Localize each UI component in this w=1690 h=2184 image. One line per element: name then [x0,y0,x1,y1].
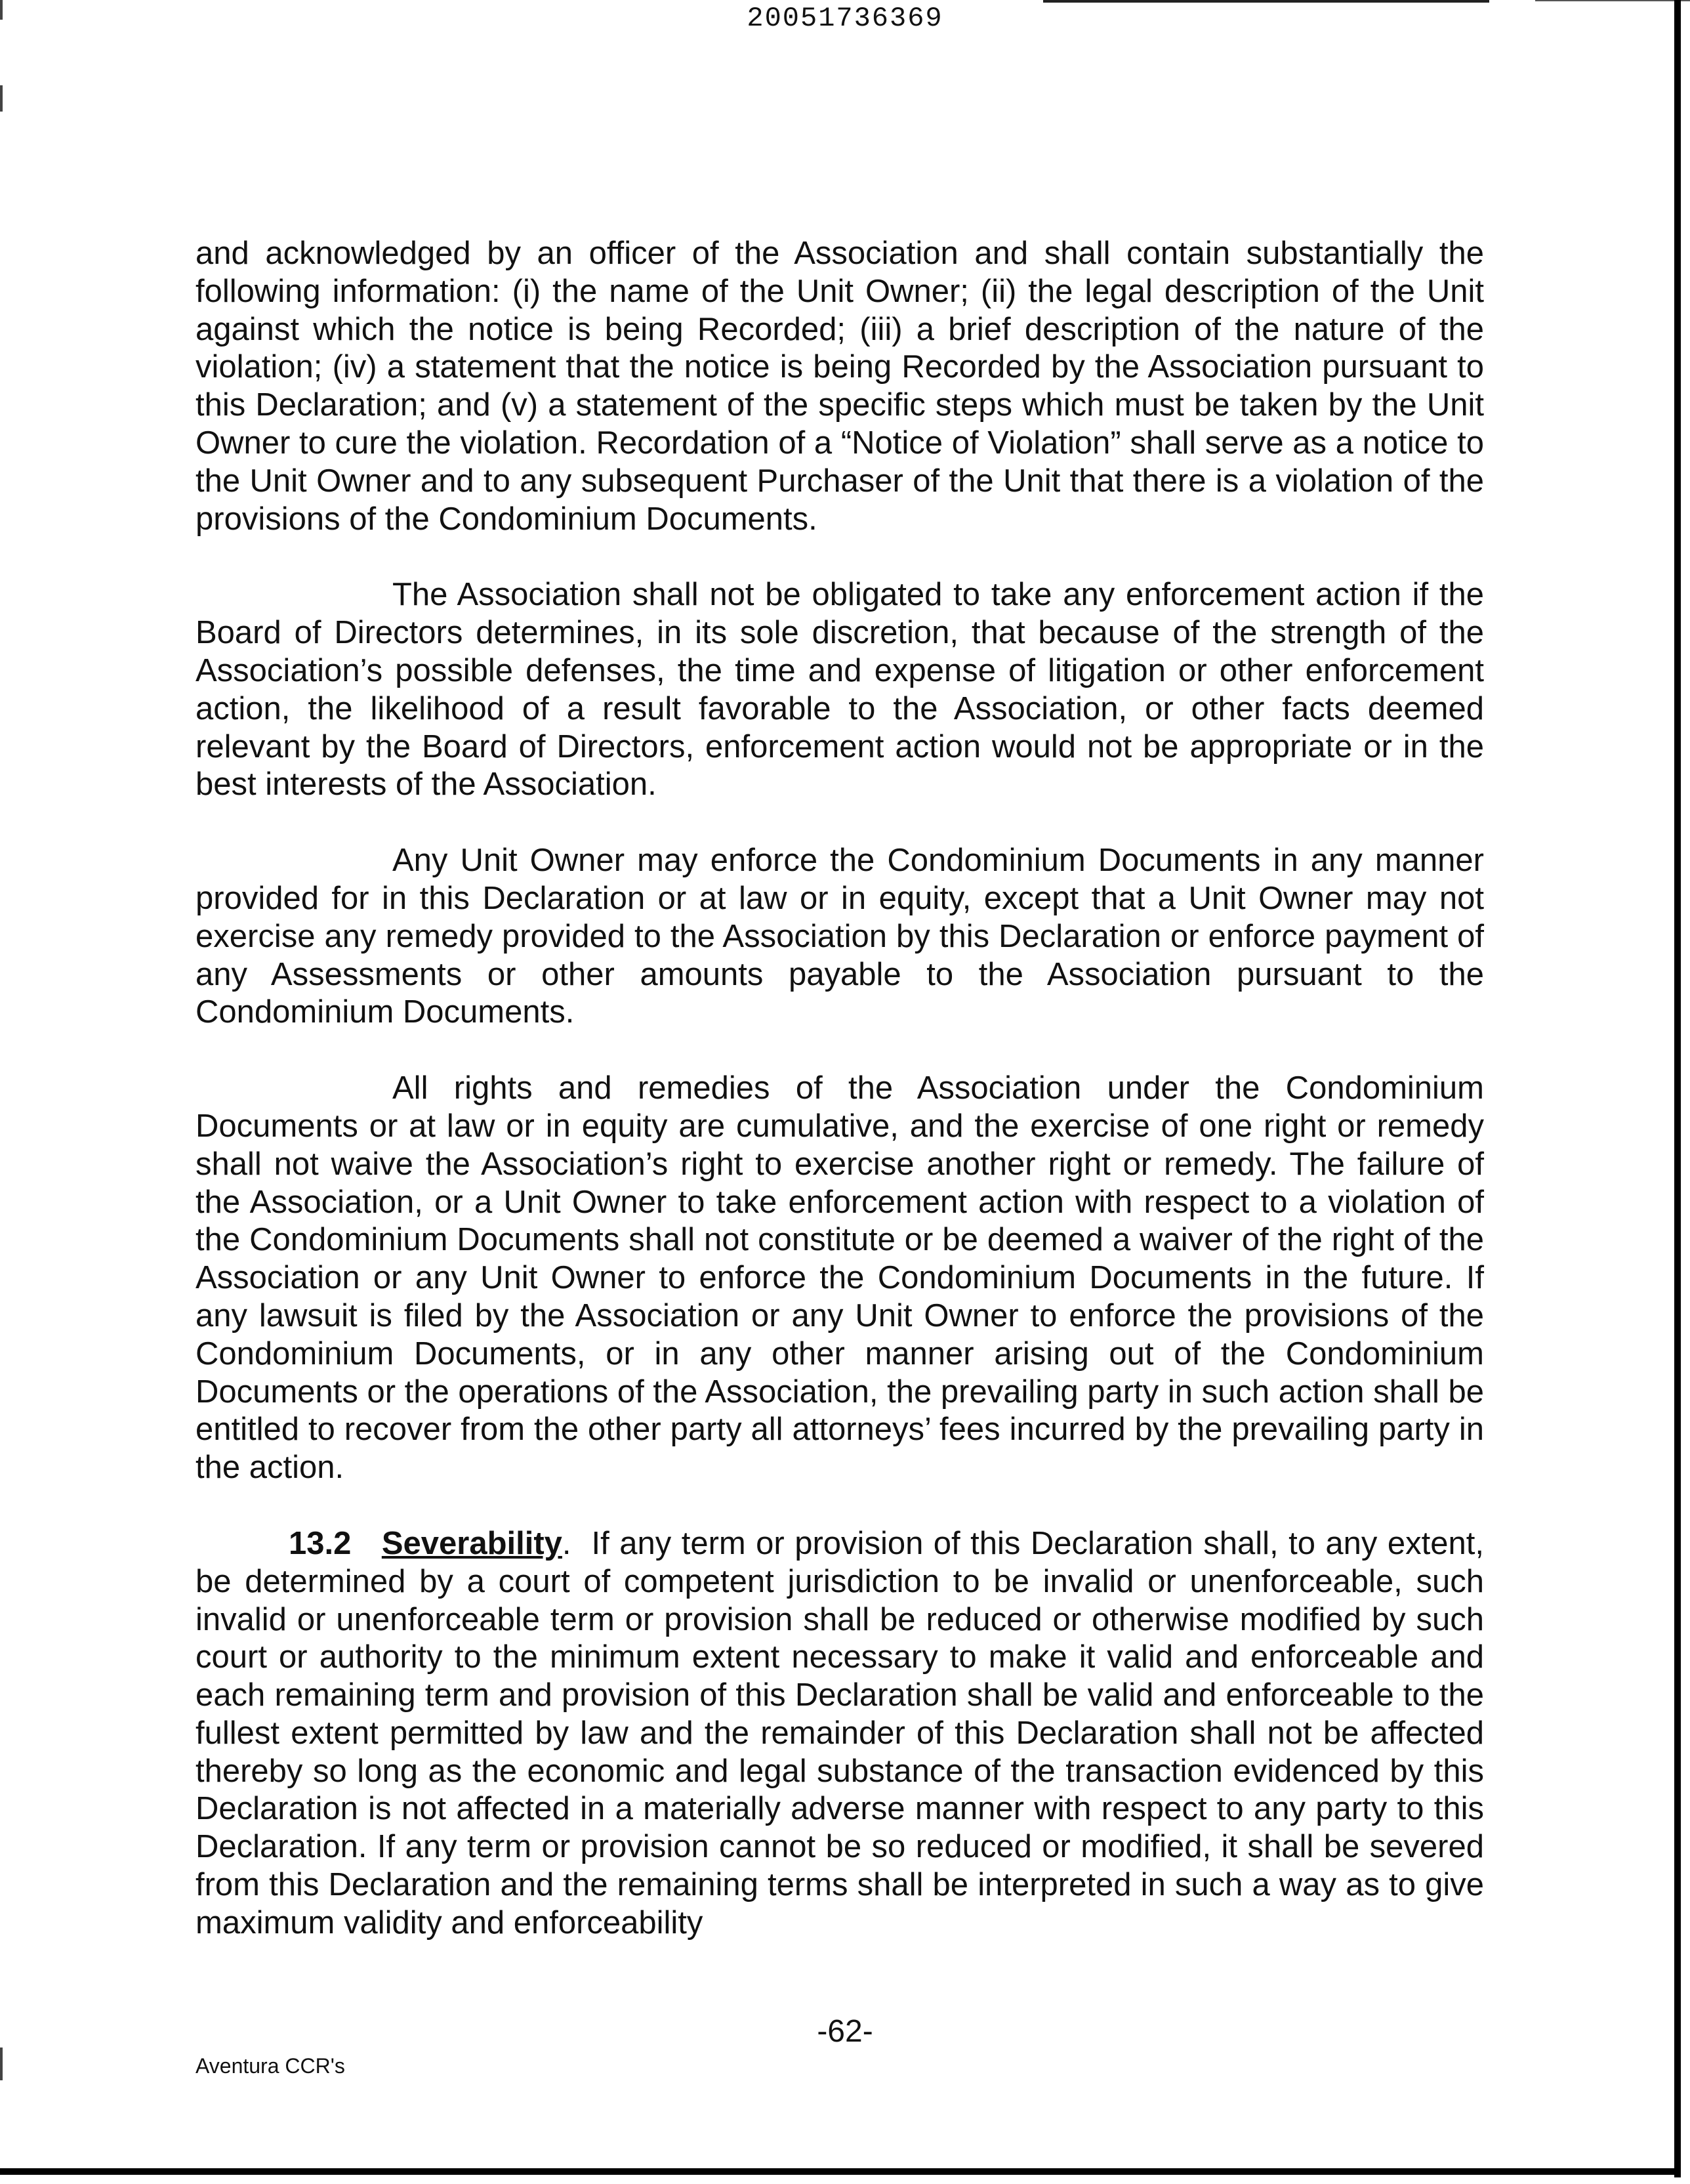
page-right-border [1674,0,1681,2177]
document-number: 20051736369 [747,3,943,34]
footer-label: Aventura CCR's [196,2054,345,2078]
section-title: Severability [381,1525,562,1561]
page-bottom-border [0,2168,1681,2175]
section-number: 13.2 [289,1525,352,1561]
section-title-suffix: . [562,1525,571,1561]
left-scan-mark [0,2048,3,2080]
top-scan-rule-right [1535,0,1690,1]
paragraph-owner-enforcement: Any Unit Owner may enforce the Condominium Documents in any manner provided for in this Declaration or at law or in equity, except that a Unit Owner may not exercise any remedy provided to the Association by this Declaration or enforce payment of any Assessments or other amounts payable to the Association pursuant to the Condominium Documents. [196,843,1484,1030]
document-body [196,235,1484,1981]
section-13-2 [196,1525,1484,1942]
page-number: -62- [817,2014,873,2049]
section-text: If any term or provision of this Declaration shall, to any extent, be determined by a court of competent jurisdiction to be invalid or unenforceable, such invalid or unenforceable term or provision shall be reduced or otherwise modified by such court or authority to the minimum extent necessary to make it valid and enforceable and each remaining term and provision of this Declaration shall be valid and enforceable to the fullest extent permitted by law and the remainder of this Declaration shall not be affected thereby so long as the economic and legal substance of the transaction evidenced by this Declaration is not affected in a materially adverse manner with respect to any party to this Declaration. If any term or provision cannot be so reduced or modified, it shall be severed from this Declaration and the remaining terms shall be interpreted in such a way as to give maximum validity and enforceability [196,1525,1484,1941]
paragraph-violation-notice: and acknowledged by an officer of the Association and shall contain substantially the following information: (i) the name of the Unit Owner; (ii) the legal description of the Unit against which the notice is being Recorded; (iii) a brief description of the nature of the violation; (iv) a statement that the notice is being Recorded by the Association pursuant to this Declaration; and (v) a statement of the specific steps which must be taken by the Unit Owner to cure the violation. Recordation of a “Notice of Violation” shall serve as a notice to the Unit Owner and to any subsequent Purchaser of the Unit that there is a violation of the provisions of the Condominium Documents. [196,236,1484,537]
paragraph-enforcement-discretion: The Association shall not be obligated to take any enforcement action if the Board of Directors determines, in its sole discretion, that because of the strength of the Association’s possible defenses, the time and expense of litigation or other enforcement action, the likelihood of a result favorable to the Association, or other facts deemed relevant by the Board of Directors, enforcement action would not be appropriate or in the best interests of the Association. [196,577,1484,803]
paragraph-cumulative-remedies: All rights and remedies of the Association under the Condominium Documents or at law or in equity are cumulative, and the exercise of one right or remedy shall not waive the Association’s right to exercise another right or remedy. The failure of the Association, or a Unit Owner to take enforcement action with respect to a violation of the Condominium Documents shall not constitute or be deemed a waiver of the right of the Association or any Unit Owner to enforce the Condominium Documents in the future. If any lawsuit is filed by the Association or any Unit Owner to enforce the provisions of the Condominium Documents, or in any other manner arising out of the Condominium Documents or the operations of the Association, the prevailing party in such action shall be entitled to recover from the other party all attorneys’ fees incurred by the prevailing party in the action. [196,1070,1484,1486]
left-scan-mark [0,85,3,112]
